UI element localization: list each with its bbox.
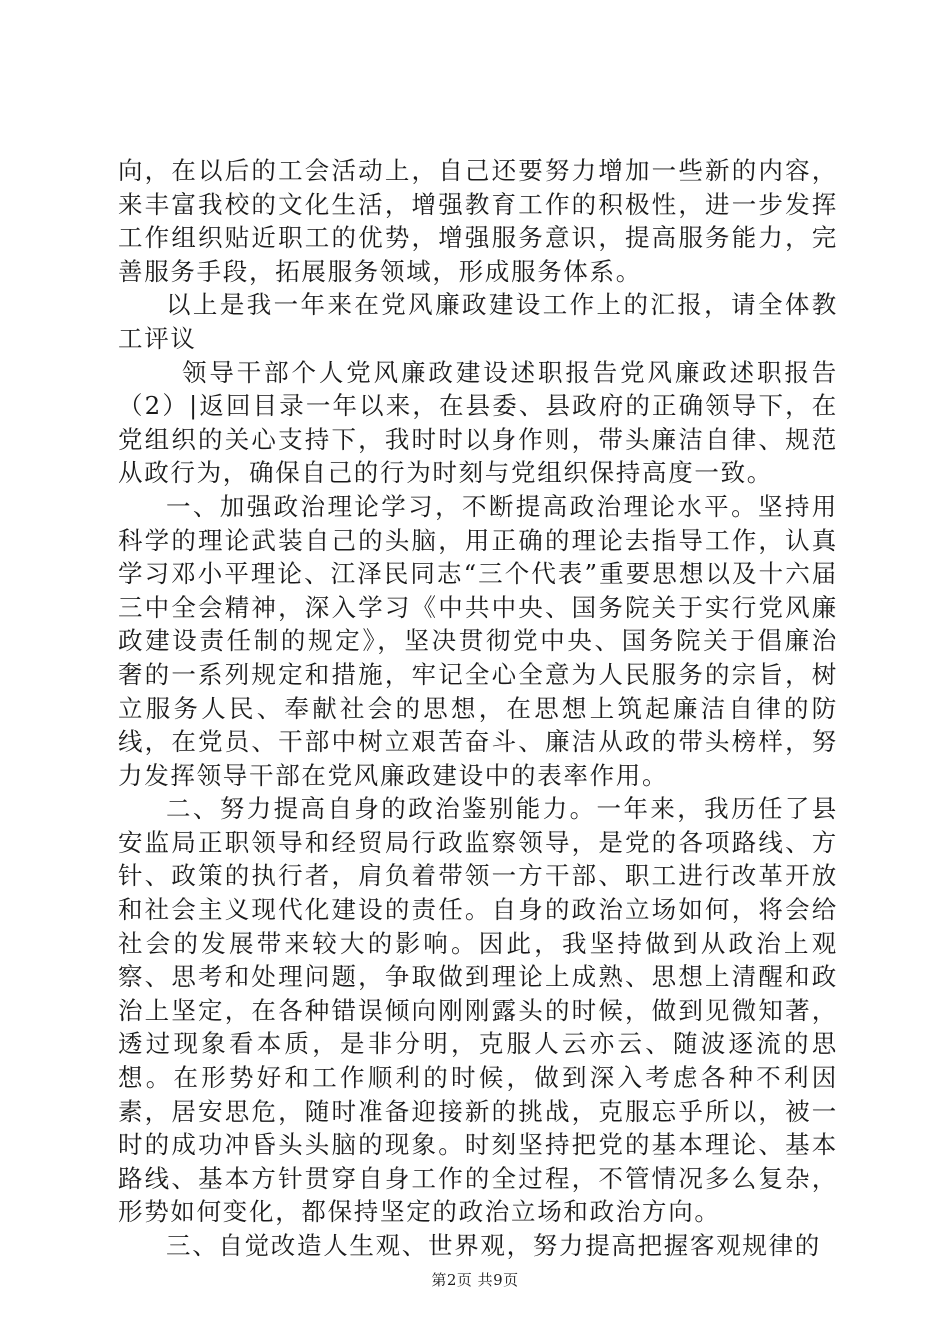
- document-body: [118, 154, 838, 1263]
- paragraph-section-two: 二、努力提高自身的政治鉴别能力。一年来，我历任了县安监局正职领导和经贸局行政监察领导，是党的各项路线、方针、政策的执行者，肩负着带领一方干部、职工进行改革开放和社会主义现代化建设的责任。自身的政治立场如何，将会给社会的发展带来较大的影响。因此，我坚持做到从政治上观察、思考和处理问题，争取做到理论上成熟、思想上清醒和政治上坚定，在各种错误倾向刚刚露头的时候，做到见微知著，透过现象看本质，是非分明，克服人云亦云、随波逐流的思想。在形势好和工作顺利的时候，做到深入考虑各种不利因素，居安思危，随时准备迎接新的挑战，克服忘乎所以，被一时的成功冲昏头头脑的现象。时刻坚持把党的基本理论、基本路线、基本方针贯穿自身工作的全过程，不管情况多么复杂，形势如何变化，都保持坚定的政治立场和政治方向。: [118, 794, 838, 1227]
- page-number-footer: 第2页 共9页: [431, 1271, 519, 1289]
- paragraph-section-one: 一、加强政治理论学习，不断提高政治理论水平。坚持用科学的理论武装自己的头脑，用正确的理论去指导工作，认真学习邓小平理论、江泽民同志“三个代表”重要思想以及十六届三中全会精神，深入学习《中共中央、国务院关于实行党风廉政建设责任制的规定》，坚决贯彻党中央、国务院关于倡廉治奢的一系列规定和措施，牢记全心全意为人民服务的宗旨，树立服务人民、奉献社会的思想，在思想上筑起廉洁自律的防线，在党员、干部中树立艰苦奋斗、廉洁从政的带头榜样，努力发挥领导干部在党风廉政建设中的表率作用。: [118, 491, 838, 790]
- paragraph-summary: 以上是我一年来在党风廉政建设工作上的汇报，请全体教工评议: [118, 290, 838, 353]
- paragraph-section-three: 三、自觉改造人生观、世界观，努力提高把握客观规律的: [166, 1231, 821, 1260]
- paragraph-continuation: 向，在以后的工会活动上，自己还要努力增加一些新的内容，来丰富我校的文化生活，增强教育工作的积极性，进一步发挥工作组织贴近职工的优势，增强服务意识，提高服务能力，完善服务手段，拓展服务领域，形成服务体系。: [118, 156, 838, 286]
- paragraph-report-title: 领导干部个人党风廉政建设述职报告党风廉政述职报告（2）|返回目录一年以来，在县委、县政府的正确领导下，在党组织的关心支持下，我时时以身作则，带头廉洁自律、规范从政行为，确保自己的行为时刻与党组织保持高度一致。: [118, 357, 838, 488]
